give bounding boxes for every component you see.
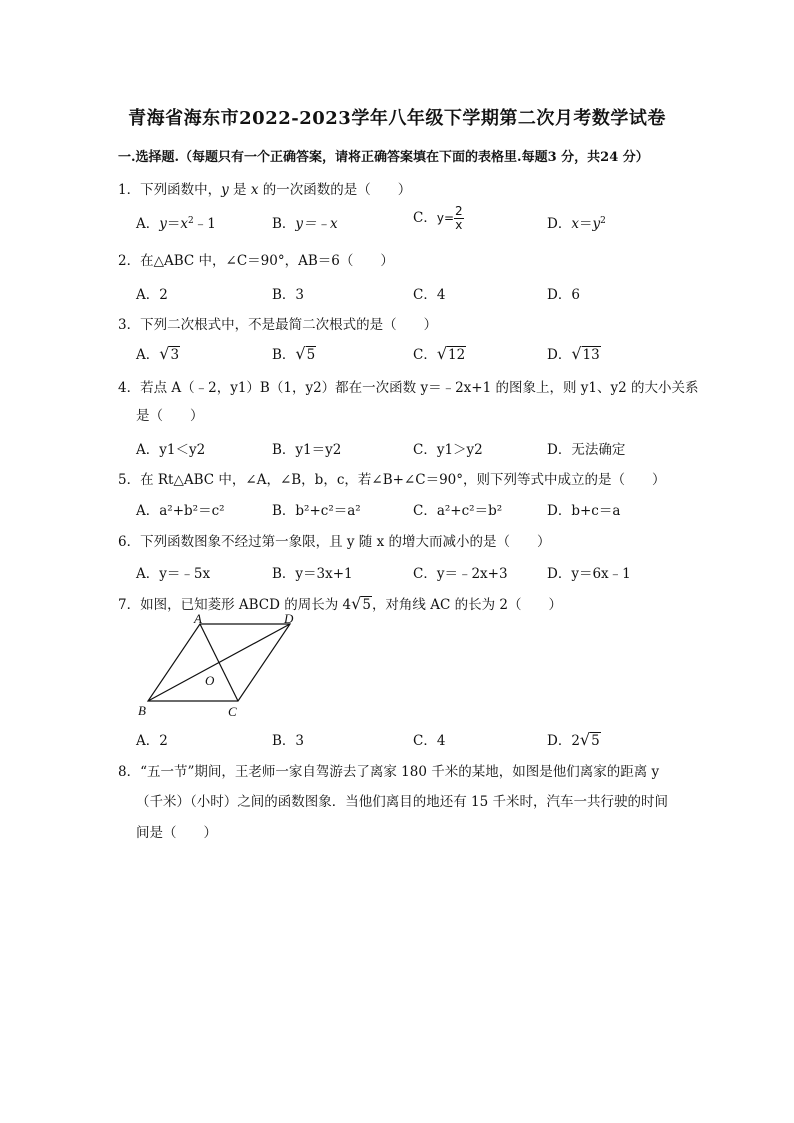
question-8-line-3: 间是（ ） <box>136 825 217 841</box>
question-6: 6．下列函数图象不经过第一象限，且 y 随 x 的增大而减小的是（ ） <box>118 534 551 550</box>
q6-option-d: D．y＝6x﹣1 <box>547 566 631 582</box>
q7-option-d: D．2√5 <box>547 730 600 749</box>
q5-option-c: C．a²+c²＝b² <box>413 503 503 519</box>
question-3: 3．下列二次根式中，不是最简二次根式的是（ ） <box>118 317 438 333</box>
q5-option-b: B．b²+c²＝a² <box>272 503 361 519</box>
q3-option-b: B．√5 <box>272 344 316 363</box>
question-2: 2．在△ABC 中，∠C＝90°，AB＝6（ ） <box>118 253 394 269</box>
q4-option-c: C．y1＞y2 <box>413 442 483 458</box>
vertex-label-d: D <box>284 612 294 626</box>
q2-option-a: A．2 <box>136 287 168 303</box>
page-title: 青海省海东市2022-2023学年八年级下学期第二次月考数学试卷 <box>128 108 666 129</box>
q1-option-b-expr: y＝﹣x <box>295 216 338 232</box>
q6-option-a: A．y＝﹣5x <box>136 566 211 582</box>
question-5: 5．在 Rt△ABC 中，∠A，∠B，b，c，若∠B+∠C＝90°，则下列等式中成立的是（ ） <box>118 472 666 488</box>
q3-option-c: C．√12 <box>413 344 466 363</box>
q2-option-c: C．4 <box>413 287 446 303</box>
q3-option-d: D．√13 <box>547 344 600 363</box>
q1-option-c-prefix: y= <box>436 211 454 225</box>
q1-option-c <box>413 205 464 232</box>
question-8-line-2: （千米）（小时）之间的函数图象．当他们离目的地还有 15 千米时，汽车一共行驶的时间 <box>136 794 669 810</box>
q5-option-a: A．a²+b²＝c² <box>136 503 225 519</box>
q5-option-d: D．b+c＝a <box>547 503 621 519</box>
q7-stem-b: ，对角线 AC 的长为 2（ ） <box>371 597 562 613</box>
diagonal-bd <box>148 624 290 701</box>
q1-stem-c: 的一次函数的是（ ） <box>258 182 412 198</box>
q6-option-c: C．y＝﹣2x+3 <box>413 566 508 582</box>
q3-option-d-radical: √13 <box>571 344 600 363</box>
q6-option-b: B．y＝3x+1 <box>272 566 353 582</box>
vertex-label-a: A <box>194 612 202 626</box>
q3-option-a: A．√3 <box>136 344 180 363</box>
q1-option-c-label: C． <box>413 210 437 226</box>
q4-option-d: D．无法确定 <box>547 442 626 458</box>
question-7 <box>118 593 562 613</box>
vertex-label-b: B <box>138 703 146 718</box>
q1-option-d-label: D． <box>547 216 572 232</box>
q7-option-a: A．2 <box>136 733 168 749</box>
q1-option-c-fraction: $\frac{2}{x}$ <box>455 204 463 232</box>
q1-var-y: y <box>221 182 229 198</box>
q7-option-c: C．4 <box>413 733 446 749</box>
q3-option-a-radical: √3 <box>159 344 180 363</box>
q4-option-a: A．y1＜y2 <box>136 442 206 458</box>
q2-option-d: D．6 <box>547 287 580 303</box>
q1-option-b <box>272 212 338 232</box>
q1-option-d: D．$x=y^2$ <box>547 216 606 232</box>
q7-option-d-radical: √5 <box>579 730 600 749</box>
q3-option-c-radical: √12 <box>436 344 466 363</box>
q1-stem-b: 是 <box>228 182 251 198</box>
q7-stem-radical: √5 <box>351 594 371 613</box>
vertex-label-c: C <box>228 704 237 719</box>
q7-stem-a: 7．如图，已知菱形 ABCD 的周长为 4 <box>118 597 352 613</box>
q1-option-a: A．$y=x^2﹣1$ <box>136 216 216 232</box>
question-1 <box>118 178 411 198</box>
q1-option-a-label: A． <box>136 216 160 232</box>
q1-var-x: x <box>250 182 259 198</box>
q4-option-b: B．y1＝y2 <box>272 442 342 458</box>
question-8-line-1: 8．“五一节”期间，王老师一家自驾游去了离家 180 千米的某地，如图是他们离家的距离 y <box>118 764 660 780</box>
section-header: 一.选择题.（每题只有一个正确答案，请将正确答案填在下面的表格里.每题3 分，共24 分） <box>118 150 649 165</box>
rhombus-figure <box>130 612 310 722</box>
q1-option-b-label: B． <box>272 216 296 232</box>
q7-option-b: B．3 <box>272 733 305 749</box>
question-4-line-2: 是（ ） <box>136 408 204 424</box>
question-4-line-1: 4．若点 A（﹣2，y1）B（1，y2）都在一次函数 y＝﹣2x+1 的图象上，则 y1、y2 的大小关系 <box>118 380 699 396</box>
q3-option-b-radical: √5 <box>295 344 316 363</box>
center-label-o: O <box>205 673 215 688</box>
q2-option-b: B．3 <box>272 287 305 303</box>
q1-stem-a: 1．下列函数中， <box>118 182 222 198</box>
